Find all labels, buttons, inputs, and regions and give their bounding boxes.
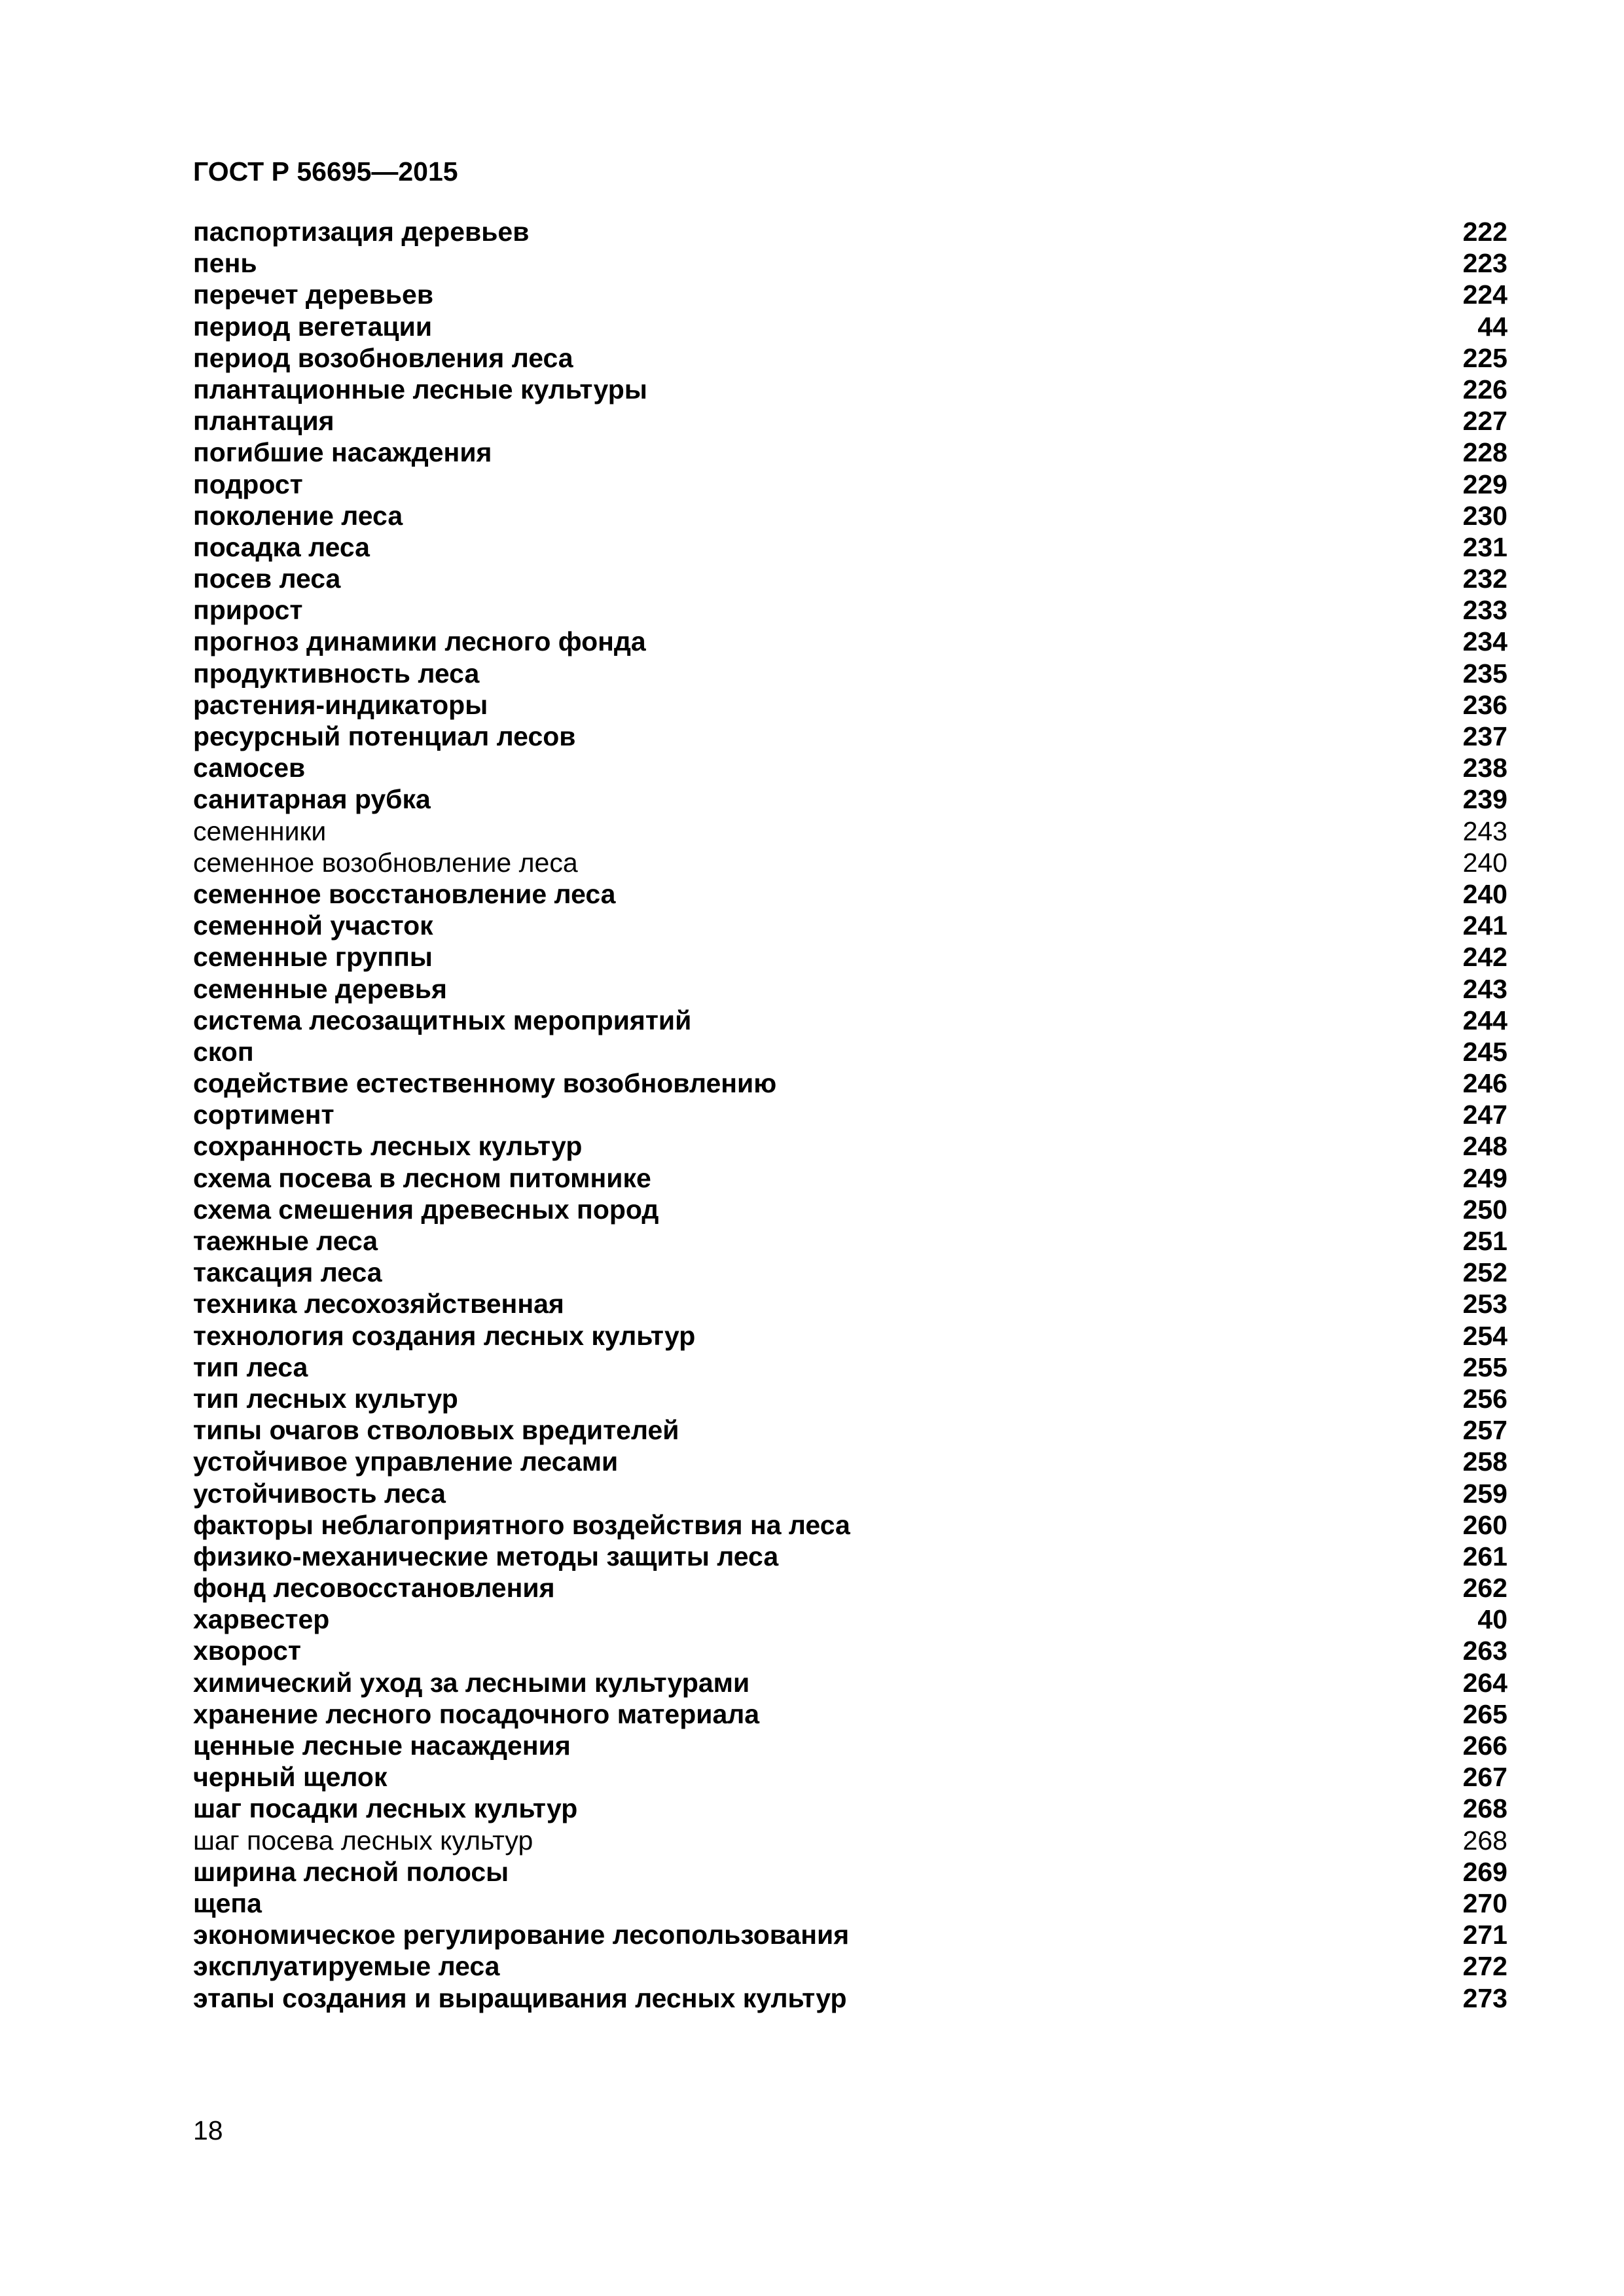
index-entry [193,1320,1507,1352]
index-entry [193,1446,1507,1477]
index-term: растения-индикаторы [193,689,488,720]
index-term: сохранность лесных культур [193,1131,583,1162]
index-term: схема смешения древесных пород [193,1194,659,1225]
page-number: 18 [193,2115,223,2145]
index-entry [193,1982,1507,2014]
index-entry [193,1257,1507,1288]
index-entry [193,1478,1507,1509]
index-entry [193,1414,1507,1446]
index-page-ref: 228 [1462,437,1507,468]
index-page-ref: 240 [1462,878,1507,909]
index-page-ref: 233 [1462,595,1507,626]
index-page-ref: 229 [1462,469,1507,499]
index-entry [193,1225,1507,1257]
index-page-ref: 237 [1462,721,1507,751]
index-entry [193,752,1507,783]
index-entry [193,721,1507,752]
index-page-ref: 225 [1462,342,1507,373]
index-entry [193,311,1507,342]
index-term: таксация леса [193,1257,382,1288]
index-entry [193,1541,1507,1572]
index-page-ref: 223 [1462,248,1507,279]
index-page-ref: 258 [1462,1446,1507,1477]
index-term: прогноз динамики лесного фонда [193,626,646,657]
index-entry [193,594,1507,626]
index-page-ref: 230 [1462,500,1507,531]
index-term: посев леса [193,564,341,594]
index-page-ref: 248 [1462,1131,1507,1162]
index-page-ref: 272 [1462,1951,1507,1982]
index-entry [193,342,1507,374]
index-term: щепа [193,1888,262,1918]
index-page-ref: 267 [1462,1762,1507,1793]
index-entry [193,247,1507,279]
index-page-ref: 243 [1462,973,1507,1004]
index-entry [193,1825,1507,1856]
index-page-ref: 40 [1477,1604,1507,1635]
index-page-ref: 273 [1462,1982,1507,2013]
index-term: поколение леса [193,500,403,531]
index-page-ref: 250 [1462,1194,1507,1225]
index-term: шаг посева лесных культур [193,1825,533,1856]
index-term: скоп [193,1036,254,1067]
index-page-ref: 243 [1462,816,1507,846]
index-page-ref: 259 [1462,1478,1507,1509]
index-term: перечет деревьев [193,279,434,310]
index-page-ref: 257 [1462,1415,1507,1446]
index-page-ref: 44 [1477,311,1507,342]
index-page-ref: 226 [1462,374,1507,404]
index-page-ref: 247 [1462,1100,1507,1130]
index-page-ref: 270 [1462,1888,1507,1918]
index-entry [193,1130,1507,1162]
index-entry [193,878,1507,910]
index-term: шаг посадки лесных культур [193,1793,578,1824]
index-page-ref: 235 [1462,658,1507,689]
index-page-ref: 240 [1462,847,1507,878]
index-page-ref: 231 [1462,531,1507,562]
index-page-ref: 234 [1462,626,1507,657]
index-entry [193,374,1507,405]
index-term: ресурсный потенциал лесов [193,721,576,751]
index-entry [193,973,1507,1005]
index-page-ref: 266 [1462,1731,1507,1761]
alphabetical-index [193,216,1507,2014]
index-entry [193,1383,1507,1414]
index-term: подрост [193,469,303,499]
index-term: устойчивое управление лесами [193,1446,619,1477]
index-term: экономическое регулирование лесопользования [193,1920,850,1950]
index-page-ref: 241 [1462,910,1507,941]
index-page-ref: 251 [1462,1226,1507,1256]
index-term: технология создания лесных культур [193,1320,696,1351]
index-term: плантационные лесные культуры [193,374,647,404]
index-entry [193,689,1507,721]
index-term: паспортизация деревьев [193,217,530,247]
index-term: содействие естественному возобновлению [193,1068,777,1099]
index-term: физико-механические методы защиты леса [193,1541,779,1571]
index-entry [193,783,1507,815]
index-page-ref: 236 [1462,689,1507,720]
index-entry [193,1730,1507,1761]
index-term: тип леса [193,1352,308,1382]
index-page-ref: 227 [1462,406,1507,437]
index-term: хворост [193,1636,301,1666]
index-entry [193,1352,1507,1383]
index-entry [193,1761,1507,1793]
index-entry [193,1856,1507,1888]
index-page-ref: 244 [1462,1005,1507,1035]
index-term: черный щелок [193,1762,388,1793]
index-page-ref: 255 [1462,1352,1507,1382]
index-entry [193,941,1507,973]
index-term: система лесозащитных мероприятий [193,1005,692,1035]
index-entry [193,816,1507,847]
index-entry [193,1698,1507,1730]
index-term: прирост [193,595,303,626]
index-page-ref: 265 [1462,1698,1507,1729]
index-term: семенное возобновление леса [193,847,578,878]
index-term: таежные леса [193,1226,378,1256]
index-entry [193,1950,1507,1982]
index-term: продуктивность леса [193,658,480,689]
index-term: семенное восстановление леса [193,878,616,909]
index-page-ref: 271 [1462,1920,1507,1950]
index-page-ref: 264 [1462,1667,1507,1698]
index-term: харвестер [193,1604,330,1635]
index-term: плантация [193,406,334,437]
index-term: семенники [193,816,327,846]
index-term: погибшие насаждения [193,437,492,468]
index-term: посадка леса [193,531,370,562]
index-entry [193,1099,1507,1130]
index-entry [193,216,1507,247]
index-page-ref: 263 [1462,1636,1507,1666]
document-header: ГОСТ Р 56695—2015 [193,156,458,187]
index-term: семенной участок [193,910,433,941]
index-term: сортимент [193,1100,334,1130]
index-term: ценные лесные насаждения [193,1731,571,1761]
index-entry [193,1919,1507,1950]
index-entry [193,1509,1507,1541]
index-term: семенные группы [193,942,433,973]
index-entry [193,1604,1507,1635]
index-entry [193,1162,1507,1194]
index-term: фонд лесовосстановления [193,1573,555,1604]
index-page-ref: 260 [1462,1509,1507,1540]
index-page-ref: 262 [1462,1573,1507,1604]
index-term: санитарная рубка [193,784,431,815]
index-entry [193,1005,1507,1036]
index-page-ref: 253 [1462,1289,1507,1319]
index-page-ref: 249 [1462,1162,1507,1193]
index-page-ref: 254 [1462,1320,1507,1351]
index-entry [193,469,1507,500]
index-term: период вегетации [193,311,433,342]
index-entry [193,279,1507,310]
index-term: эксплуатируемые леса [193,1951,500,1982]
index-term: типы очагов стволовых вредителей [193,1415,679,1446]
index-entry [193,910,1507,941]
index-page-ref: 232 [1462,564,1507,594]
index-page-ref: 269 [1462,1856,1507,1887]
index-page-ref: 256 [1462,1383,1507,1414]
index-term: устойчивость леса [193,1478,446,1509]
index-entry [193,437,1507,468]
index-page-ref: 252 [1462,1257,1507,1288]
index-entry [193,405,1507,437]
index-entry [193,1635,1507,1666]
index-page-ref: 261 [1462,1541,1507,1571]
index-entry [193,1036,1507,1067]
index-term: факторы неблагоприятного воздействия на леса [193,1509,850,1540]
index-entry [193,847,1507,878]
index-term: ширина лесной полосы [193,1856,509,1887]
index-term: пень [193,248,257,279]
index-term: период возобновления леса [193,342,573,373]
index-page-ref: 242 [1462,942,1507,973]
index-entry [193,531,1507,563]
index-entry [193,1067,1507,1099]
index-entry [193,1572,1507,1604]
index-term: хранение лесного посадочного материала [193,1698,760,1729]
index-entry [193,1888,1507,1919]
index-page-ref: 245 [1462,1036,1507,1067]
index-page-ref: 222 [1462,217,1507,247]
index-term: химический уход за лесными культурами [193,1667,750,1698]
index-term: тип лесных культур [193,1383,458,1414]
index-page-ref: 239 [1462,784,1507,815]
index-term: схема посева в лесном питомнике [193,1162,651,1193]
index-entry [193,1194,1507,1225]
index-entry [193,1793,1507,1824]
index-term: техника лесохозяйственная [193,1289,564,1319]
index-page-ref: 224 [1462,279,1507,310]
index-term: этапы создания и выращивания лесных культур [193,1982,847,2013]
index-page-ref: 268 [1462,1825,1507,1856]
index-term: самосев [193,753,306,783]
index-entry [193,500,1507,531]
index-entry [193,626,1507,657]
index-page-ref: 238 [1462,753,1507,783]
index-entry [193,1288,1507,1319]
index-entry [193,563,1507,594]
index-page-ref: 268 [1462,1793,1507,1824]
index-entry [193,1667,1507,1698]
index-entry [193,658,1507,689]
index-page-ref: 246 [1462,1068,1507,1099]
index-term: семенные деревья [193,973,447,1004]
